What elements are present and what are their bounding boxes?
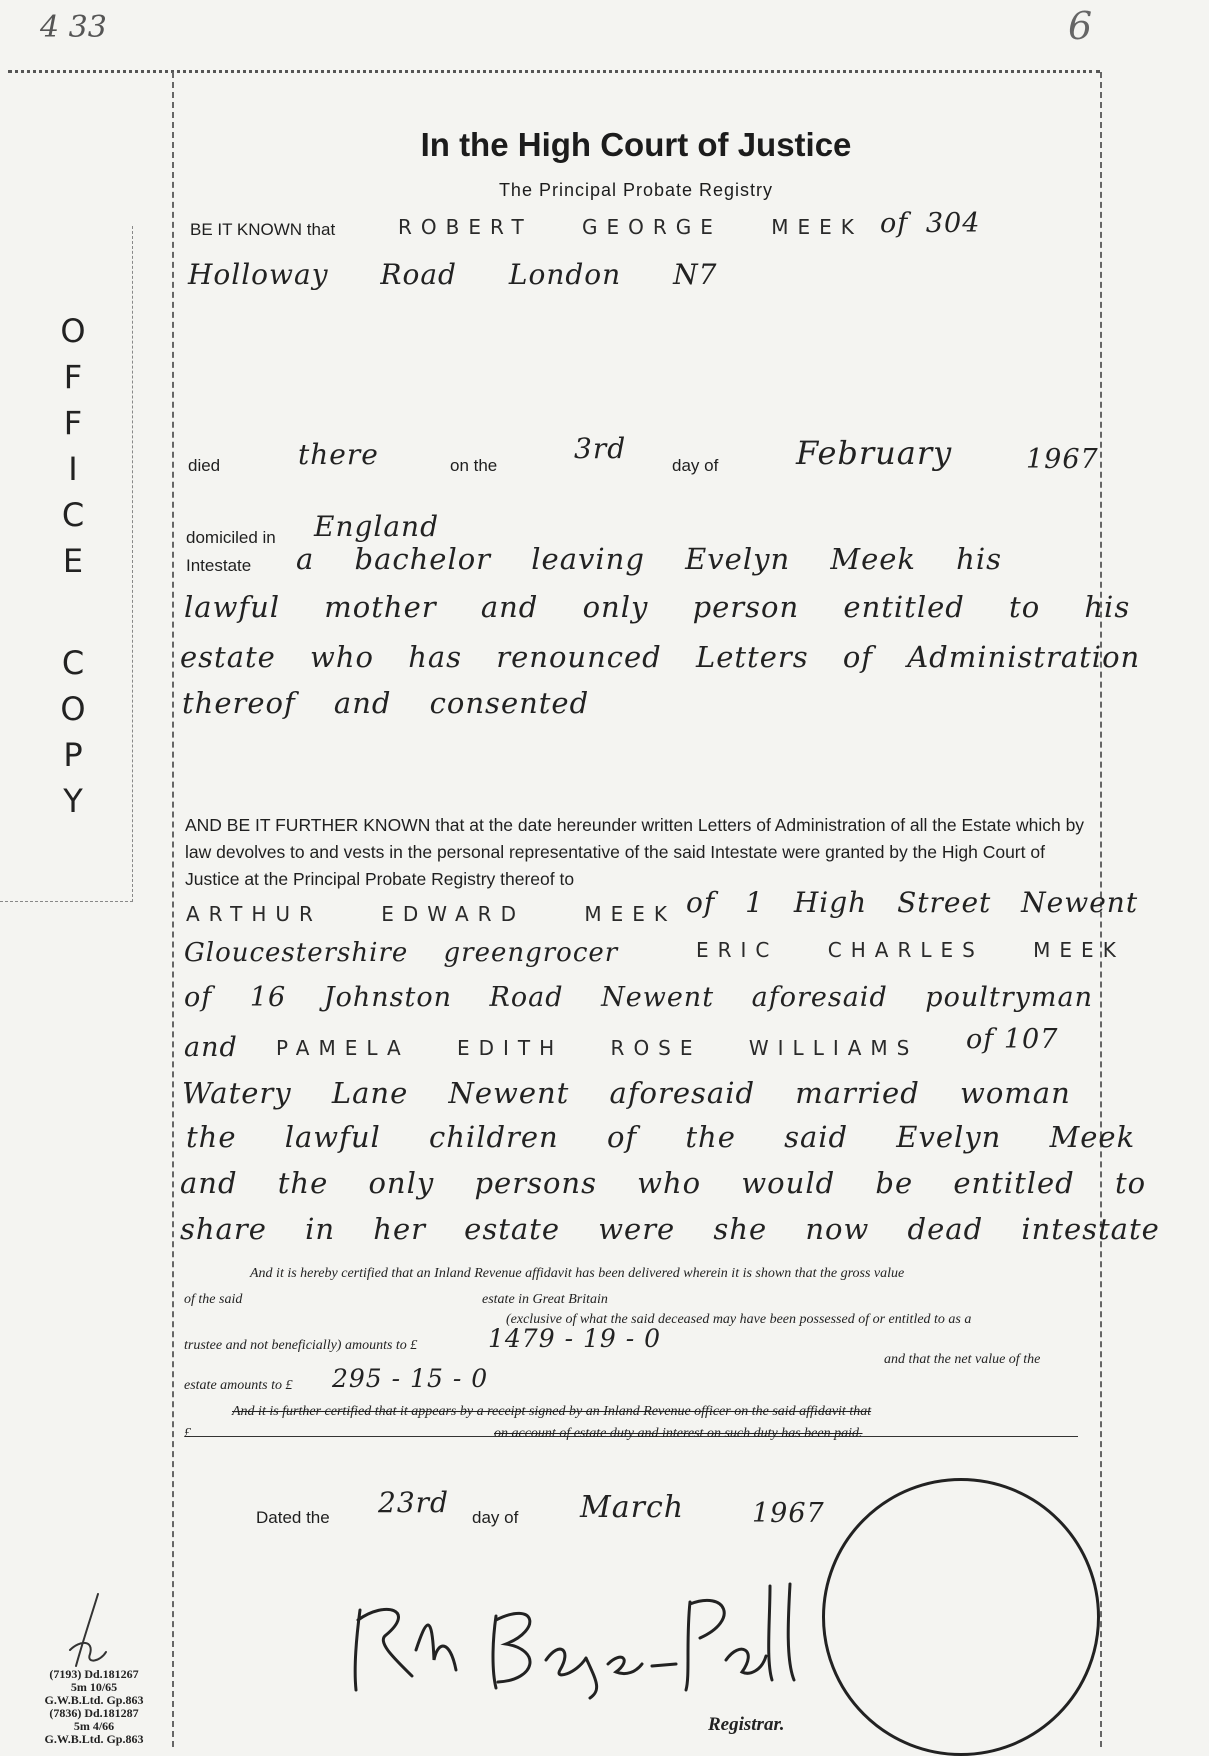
cert-line: estate in Great Britain (482, 1292, 608, 1307)
cert-line: trustee and not beneficially) amounts to £ (184, 1338, 418, 1353)
grantee-address: Watery Lane Newent aforesaid married woman (182, 1076, 1071, 1110)
grantee-name: ARTHUR EDWARD MEEK (186, 902, 676, 926)
cert-line: and that the net value of the (884, 1352, 1041, 1367)
page-subtitle: The Principal Probate Registry (498, 180, 774, 200)
cert-line: of the said (184, 1292, 243, 1307)
cert-line: estate amounts to £ (184, 1378, 293, 1393)
domicile: England (314, 510, 440, 543)
stamp-letter: Y (63, 782, 83, 820)
initials-mark (60, 1590, 120, 1670)
printer-code: (7193) Dd.181267 (49, 1667, 139, 1681)
stamp-letter: F (63, 358, 83, 396)
address-number: of 304 (880, 208, 981, 239)
intestate-label: Intestate (186, 556, 252, 575)
address-street: Holloway Road London N7 (188, 258, 718, 291)
died-place: there (298, 438, 379, 471)
court-seal-circle (822, 1478, 1100, 1756)
dated-day-of-label: day of (472, 1508, 519, 1527)
left-border-line (172, 72, 174, 1747)
grantee-line: and the only persons who would be entitled to (180, 1166, 1147, 1200)
dated-year: 1967 (752, 1498, 825, 1529)
grantee-address: of 1 High Street Newent (686, 886, 1139, 919)
grantee-line: the lawful children of the said Evelyn Meek (186, 1120, 1136, 1154)
stamp-letter: F (63, 404, 83, 442)
net-value: 295 - 15 - 0 (332, 1364, 489, 1393)
dated-label: Dated the (256, 1508, 330, 1527)
intestate-line: a bachelor leaving Evelyn Meek his (296, 542, 1003, 576)
grantee-name: ERIC CHARLES MEEK (696, 938, 1125, 962)
printer-code: (7836) Dd.181287 (49, 1706, 139, 1720)
domiciled-label: domiciled in (186, 528, 276, 547)
dated-day: 23rd (378, 1486, 449, 1519)
corner-mark-right: 6 (1068, 4, 1093, 48)
cert-line: And it is hereby certified that an Inland Revenue affidavit has been delivered wherein it is shown that the gross value (250, 1266, 905, 1281)
page-title: In the High Court of Justice (420, 126, 852, 163)
printer-code: 5m 10/65 (70, 1680, 118, 1694)
stamp-letter: O (60, 690, 86, 728)
grantee-address: of 107 (966, 1024, 1059, 1055)
stamp-letter: E (62, 542, 84, 580)
day-of-label: day of (672, 456, 719, 475)
gross-value: 1479 - 19 - 0 (488, 1324, 662, 1353)
death-day: 3rd (574, 432, 627, 465)
intestate-line: thereof and consented (182, 686, 590, 720)
intestate-line: lawful mother and only person entitled to his (184, 590, 1131, 624)
stamp-letter: I (68, 450, 78, 488)
grantee-address: of 16 Johnston Road Newent aforesaid poultryman (184, 982, 1093, 1013)
dated-month: March (580, 1490, 685, 1525)
stamp-letter: C (61, 644, 85, 682)
stamp-letter: O (60, 312, 86, 350)
on-the-label: on the (450, 456, 498, 475)
struck-line: on account of estate duty and interest on such duty has been paid. (494, 1426, 863, 1441)
intestate-line: estate who has renounced Letters of Administration (180, 640, 1141, 674)
death-year: 1967 (1026, 444, 1099, 475)
registrar-signature (346, 1580, 806, 1700)
printer-code: 5m 4/66 (73, 1719, 115, 1733)
death-month: February (796, 434, 953, 472)
further-known-paragraph: AND BE IT FURTHER KNOWN that at the date hereunder written Letters of Administration of all the Estate which by law devolves to and vests in the personal representative of the said Intestate were granted by the High Court of Justice at the Principal Probate Registry thereof to (185, 815, 1085, 889)
deceased-name: ROBERT GEORGE MEEK (398, 215, 863, 239)
corner-mark-left: 4 33 (40, 10, 107, 45)
grantee-name: PAMELA EDITH ROSE WILLIAMS (276, 1036, 919, 1060)
struck-pound: £ (184, 1426, 191, 1441)
grantee-connector: and (184, 1032, 238, 1063)
registrar-label: Registrar. (708, 1714, 785, 1735)
be-it-known-label: BE IT KNOWN that (190, 220, 336, 239)
grantee-address: Gloucestershire greengrocer (184, 938, 619, 968)
office-copy-stamp (0, 226, 133, 902)
struck-line: And it is further certified that it appears by a receipt signed by an Inland Revenue officer on the said affidavit that (232, 1404, 872, 1419)
printer-codes (14, 1668, 174, 1746)
cert-line: (exclusive of what the said deceased may have been possessed of or entitled to as a (506, 1312, 972, 1327)
died-label: died (188, 456, 221, 475)
stamp-letter: P (63, 736, 83, 774)
printer-code: G.W.B.Ltd. Gp.863 (44, 1693, 144, 1707)
printer-code: G.W.B.Ltd. Gp.863 (44, 1732, 144, 1746)
grantee-line: share in her estate were she now dead intestate (180, 1212, 1160, 1246)
stamp-letter: C (61, 496, 85, 534)
